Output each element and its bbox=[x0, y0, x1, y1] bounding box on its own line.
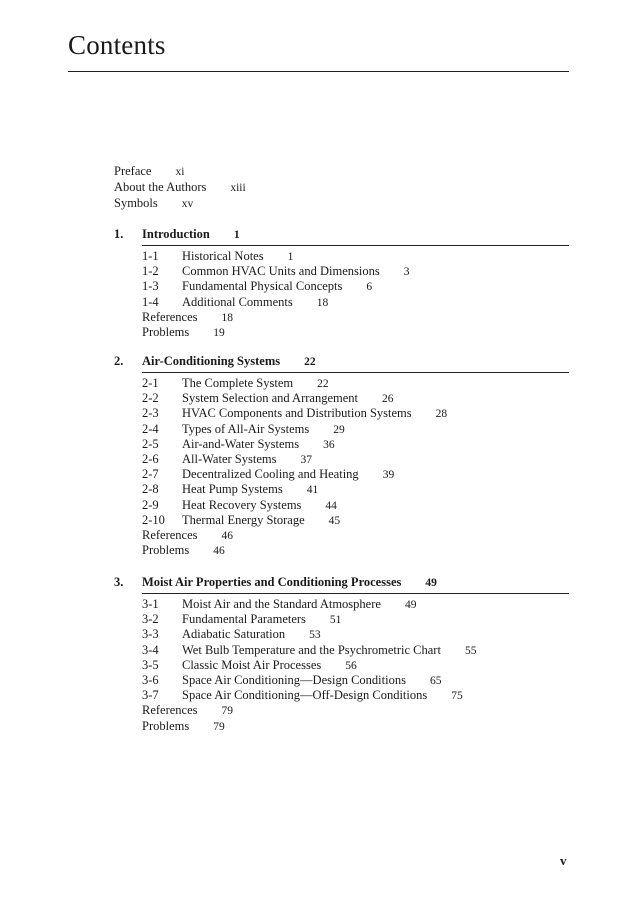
section-number: 3-5 bbox=[142, 657, 159, 672]
section-title: Moist Air and the Standard Atmosphere bbox=[182, 597, 381, 611]
section-title: The Complete System bbox=[182, 376, 294, 390]
section-entry bbox=[142, 658, 476, 673]
section-entry bbox=[142, 391, 447, 406]
end-matter-title: Problems bbox=[142, 543, 190, 558]
entry-title: Symbols bbox=[114, 196, 158, 210]
section-number: 2-5 bbox=[142, 436, 159, 451]
chapter-title: Moist Air Properties and Conditioning Processes bbox=[142, 575, 402, 589]
section-title: All-Water Systems bbox=[182, 451, 277, 466]
section-page: 51 bbox=[329, 614, 342, 627]
section-entry bbox=[142, 673, 476, 688]
section-number: 2-4 bbox=[142, 421, 159, 436]
section-title: Thermal Energy Storage bbox=[182, 512, 305, 527]
section-entry bbox=[142, 643, 476, 658]
section-number: 1-3 bbox=[142, 279, 159, 294]
end-matter-entry bbox=[142, 310, 409, 325]
section-title: Historical Notes bbox=[182, 249, 264, 263]
chapter-heading bbox=[114, 226, 569, 242]
chapter-rule bbox=[142, 245, 569, 246]
section-page: 55 bbox=[464, 644, 477, 657]
end-matter-page: 79 bbox=[213, 720, 225, 733]
section-page: 37 bbox=[300, 453, 312, 466]
end-matter-entry bbox=[142, 703, 476, 718]
chapter-3 bbox=[114, 574, 569, 733]
page-number: v bbox=[560, 853, 567, 868]
section-entry bbox=[142, 422, 447, 437]
section-entry bbox=[142, 688, 476, 703]
entry-page: xiii bbox=[230, 182, 246, 194]
section-page: 75 bbox=[451, 690, 463, 703]
chapter-number: 2. bbox=[114, 354, 124, 368]
end-matter-entry bbox=[142, 325, 409, 340]
section-page: 49 bbox=[404, 599, 417, 611]
section-number: 3-3 bbox=[142, 627, 159, 642]
chapter-page: 1 bbox=[233, 229, 240, 241]
section-entry bbox=[142, 627, 476, 642]
chapter-2 bbox=[114, 353, 569, 558]
end-matter-page: 46 bbox=[213, 545, 225, 558]
front-matter-entry bbox=[114, 195, 246, 211]
section-page: 45 bbox=[328, 514, 341, 527]
end-matter-entry bbox=[142, 719, 476, 734]
section-number: 2-2 bbox=[142, 391, 159, 406]
section-page: 28 bbox=[435, 408, 448, 421]
section-page: 39 bbox=[382, 469, 395, 482]
chapter-number: 1. bbox=[114, 227, 124, 241]
chapter-rule bbox=[142, 372, 569, 373]
end-matter-title: References bbox=[142, 527, 198, 542]
section-title: Air-and-Water Systems bbox=[182, 436, 300, 451]
section-number: 1-2 bbox=[142, 264, 159, 279]
chapter-title: Air-Conditioning Systems bbox=[142, 354, 281, 368]
section-page: 53 bbox=[309, 629, 321, 642]
section-number: 2-7 bbox=[142, 467, 159, 482]
section-page: 29 bbox=[333, 423, 345, 436]
section-page: 6 bbox=[366, 281, 373, 294]
chapter-entries bbox=[142, 376, 447, 558]
section-page: 22 bbox=[317, 378, 329, 390]
chapter-number: 3. bbox=[114, 575, 124, 589]
section-number: 2-8 bbox=[142, 482, 159, 497]
section-page: 1 bbox=[287, 251, 294, 263]
entry-title: Preface bbox=[114, 164, 152, 178]
section-title: Common HVAC Units and Dimensions bbox=[182, 264, 380, 279]
section-title: Decentralized Cooling and Heating bbox=[182, 467, 359, 482]
section-number: 3-6 bbox=[142, 672, 159, 687]
front-matter-entry bbox=[114, 179, 246, 195]
section-number: 2-6 bbox=[142, 451, 159, 466]
section-number: 3-1 bbox=[142, 597, 159, 611]
end-matter-page: 18 bbox=[221, 311, 234, 324]
end-matter-title: Problems bbox=[142, 718, 190, 733]
title-rule bbox=[68, 71, 569, 72]
end-matter-page: 46 bbox=[221, 529, 234, 542]
section-entry bbox=[142, 513, 447, 528]
entry-page: xi bbox=[175, 166, 185, 178]
section-entry bbox=[142, 295, 409, 310]
section-page: 41 bbox=[306, 484, 319, 497]
section-number: 2-3 bbox=[142, 406, 159, 421]
section-title: Adiabatic Saturation bbox=[182, 627, 286, 642]
section-title: Fundamental Parameters bbox=[182, 612, 306, 627]
section-entry bbox=[142, 452, 447, 467]
end-matter-entry bbox=[142, 528, 447, 543]
end-matter-entry bbox=[142, 543, 447, 558]
section-entry bbox=[142, 264, 409, 279]
section-title: HVAC Components and Distribution Systems bbox=[182, 406, 412, 421]
section-number: 3-2 bbox=[142, 612, 159, 627]
section-entry bbox=[142, 406, 447, 421]
section-title: System Selection and Arrangement bbox=[182, 391, 359, 406]
section-title: Space Air Conditioning—Off-Design Conditions bbox=[182, 688, 428, 703]
end-matter-title: References bbox=[142, 703, 198, 718]
section-title: Types of All-Air Systems bbox=[182, 421, 310, 436]
section-page: 44 bbox=[325, 499, 337, 512]
section-number: 2-9 bbox=[142, 497, 159, 512]
chapter-1 bbox=[114, 226, 569, 339]
chapter-page: 22 bbox=[304, 356, 316, 368]
section-page: 56 bbox=[345, 659, 357, 672]
section-entry bbox=[142, 437, 447, 452]
section-number: 1-4 bbox=[142, 294, 159, 309]
section-number: 3-7 bbox=[142, 688, 159, 703]
section-title: Heat Recovery Systems bbox=[182, 497, 302, 512]
section-entry bbox=[142, 279, 409, 294]
section-title: Heat Pump Systems bbox=[182, 482, 283, 497]
entry-page: xv bbox=[181, 198, 194, 210]
section-number: 2-1 bbox=[142, 376, 159, 390]
chapter-heading bbox=[114, 574, 569, 590]
section-number: 3-4 bbox=[142, 642, 159, 657]
end-matter-page: 79 bbox=[221, 705, 234, 718]
chapter-title: Introduction bbox=[142, 227, 210, 241]
front-matter-entry bbox=[114, 163, 246, 179]
section-entry bbox=[142, 249, 409, 264]
end-matter-title: References bbox=[142, 309, 198, 324]
section-page: 26 bbox=[382, 393, 394, 406]
chapter-entries bbox=[142, 597, 476, 734]
section-entry bbox=[142, 376, 447, 391]
section-title: Space Air Conditioning—Design Conditions bbox=[182, 672, 406, 687]
section-title: Classic Moist Air Processes bbox=[182, 657, 322, 672]
section-page: 36 bbox=[323, 438, 335, 451]
section-entry bbox=[142, 612, 476, 627]
section-page: 18 bbox=[316, 296, 329, 309]
entry-title: About the Authors bbox=[114, 180, 207, 194]
section-entry bbox=[142, 467, 447, 482]
section-title: Wet Bulb Temperature and the Psychrometric Chart bbox=[182, 642, 441, 657]
section-title: Fundamental Physical Concepts bbox=[182, 279, 343, 294]
section-entry bbox=[142, 498, 447, 513]
chapter-rule bbox=[142, 593, 569, 594]
section-page: 65 bbox=[429, 674, 442, 687]
page-title: Contents bbox=[68, 30, 166, 60]
section-entry bbox=[142, 597, 476, 612]
section-page: 3 bbox=[403, 266, 410, 279]
chapter-heading bbox=[114, 353, 569, 369]
chapter-entries bbox=[142, 249, 409, 340]
section-number: 1-1 bbox=[142, 249, 159, 263]
chapter-page: 49 bbox=[425, 577, 437, 589]
section-title: Additional Comments bbox=[182, 294, 293, 309]
front-matter-list bbox=[114, 163, 246, 211]
section-entry bbox=[142, 482, 447, 497]
section-number: 2-10 bbox=[142, 512, 165, 527]
end-matter-title: Problems bbox=[142, 324, 190, 339]
end-matter-page: 19 bbox=[213, 326, 225, 339]
